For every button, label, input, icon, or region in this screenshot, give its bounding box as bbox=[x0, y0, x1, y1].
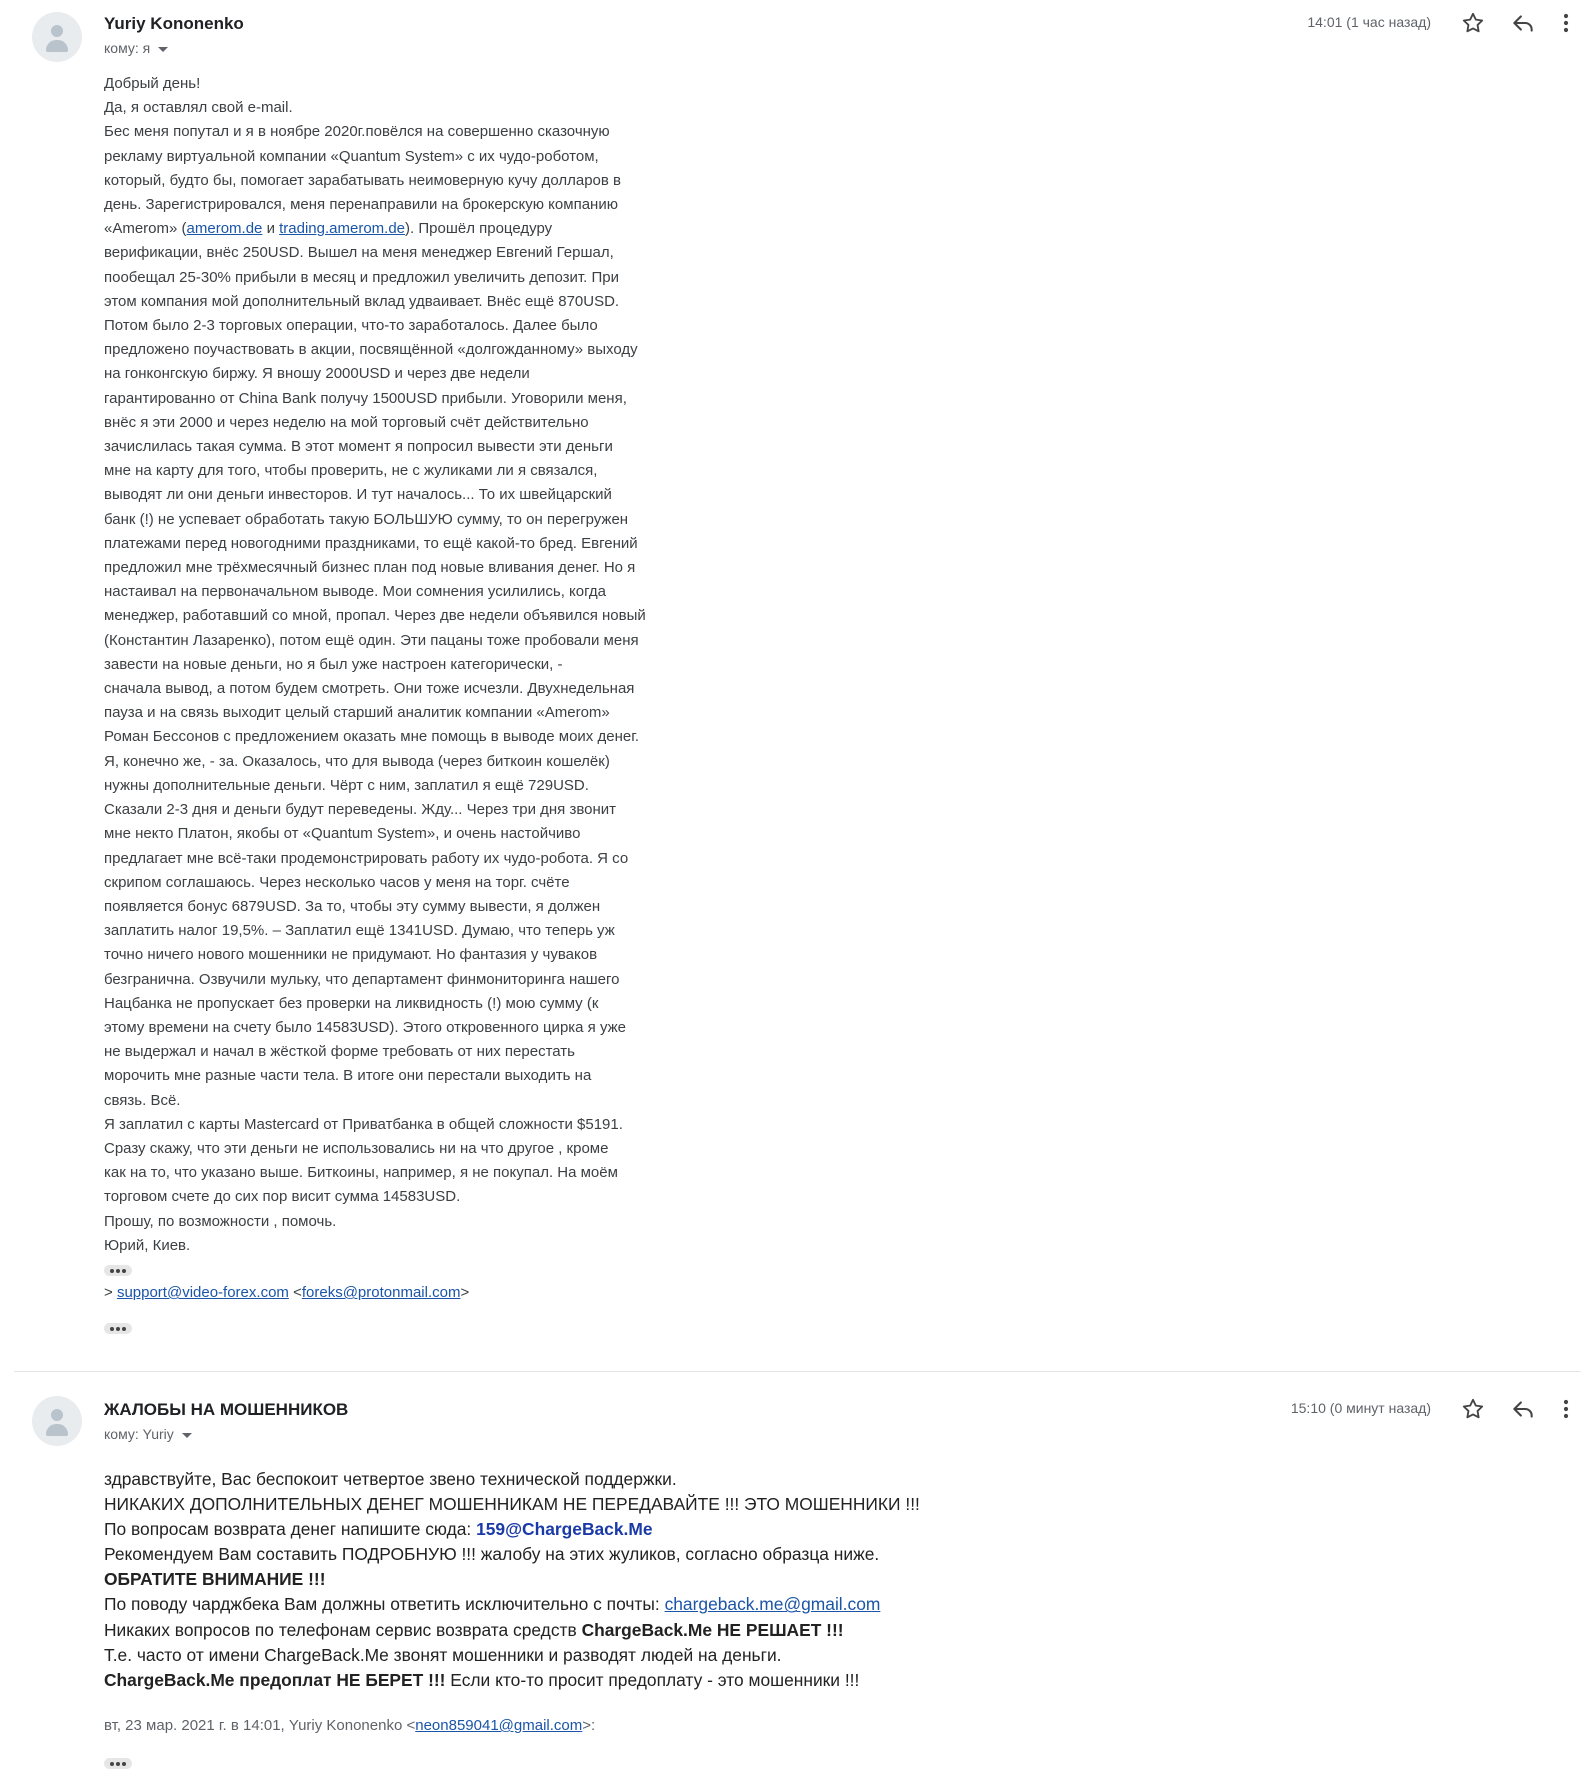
quote-email-support[interactable]: support@video-forex.com bbox=[116, 1284, 289, 1301]
sender-avatar-icon[interactable] bbox=[32, 1396, 82, 1446]
message-timestamp: 15:10 (0 минут назад) bbox=[1290, 1400, 1431, 1416]
body-line-1: здравствуйте, Вас беспокоит четвертое звено технической поддержки. bbox=[104, 1469, 677, 1489]
quote-email-foreks[interactable]: foreks@protonmail.com bbox=[301, 1284, 461, 1301]
gmail-email-link[interactable]: chargeback.me@gmail.com bbox=[664, 1594, 881, 1615]
message-timestamp: 14:01 (1 час назад) bbox=[1307, 14, 1431, 30]
body-line-6: По поводу чарджбека Вам должны ответить исключительно с почты: chargeback.me@gmail.com bbox=[104, 1594, 881, 1615]
body-text-part2: ). Прошёл процедуру верификации, внёс 250USD. Вышел на меня менеджер Евгений Гершал, пообещал 25-30% прибыли в месяц и предложил увеличить депозит. При этом компания мой дополнительный вклад удваивает. Внёс ещё 870USD. Потом было 2-3 торговых операции, что-то заработалось. Далее было предложено поучаствовать в акции, посвящённой «долгожданному» выходу на гонконгскую биржу. Я вношу 2000USD и через две недели гарантированно от China Bank получу 1500USD прибыли. Уговорили меня, внёс я эти 2000 и через неделю на мой торговый счёт действительно зачислилась такая сумма. В этот момент я попросил вывести эти деньги мне на карту для того, чтобы проверить, не с жуликами ли я связался, выводят ли они деньги инвесторов. И тут началось... То их швейцарский банк (!) не успевает обработать такую БОЛЬШУЮ сумму, то он перегружен платежами перед новогодними праздниками, то ещё какой-то бред. Евгений предложил мне трёхмесячный бизнес план под новые вливания денег. Но я настаивал на первоначальном выводе. Мои сомнения усилились, когда менеджер, работавший со мной, пропал. Через две недели объявился новый (Константин Лазаренко), потом ещё один. Эти пацаны тоже пробовали меня завести на новые деньги, но я был уже настроен категорически, - сначала вывод, а потом будем смотреть. Они тоже исчезли. Двухнедельная пауза и на связь выходит целый старший аналитик компании «Amerom» Роман Бессонов с предложением оказать мне помощь в выводе моих денег. Я, конечно же, - за. Оказалось, что для вывода (через биткоин кошелёк) нужны дополнительные деньги. Чёрт с ним, заплатил я ещё 729USD. Сказали 2-3 дня и деньги будут переведены. Жду... Через три дня звонит мне некто Платон, якобы от «Quantum System», и очень настойчиво предлагает мне всё-таки продемонстрировать работу их чудо-робота. Я со скрипом соглашаюсь. Через несколько часов у меня на торг. счёте появляется бонус 6879USD. За то, чтобы эту сумму вывести, я должен заплатить налог 19,5%. – Заплатил ещё 1341USD. Думаю, что теперь уж точно ничего нового мошенники не придумают. Но фантазия у чуваков безгранична. Озвучили мульку, что департамент финмониторинга нашего Нацбанка не пропускает без проверки на ликвидность (!) мою сумму (к этому времени на счету было 14583USD). Этого откровенного цирка я уже не выдержал и начал в жёсткой форме требовать от них перестать морочить мне разные части тела. В итоге они перестали выходить на связь. Всё. Я заплатил с карты Mastercard от Приватбанка в общей сложности $5191. Сразу скажу, что эти деньги не использовались ни на что другое , кроме как на то, что указано выше. Биткоины, например, я не покупал. На моём торговом счете до сих пор висит сумма 14583USD. Прошу, по возможности , помочь. Юрий, Киев. bbox=[104, 220, 646, 1254]
show-trimmed-button[interactable] bbox=[104, 1265, 132, 1276]
body-line-9: ChargeBack.Me предоплат НЕ БЕРЕТ !!! Если кто-то просит предоплату - это мошенники !!! bbox=[104, 1669, 860, 1690]
message-body bbox=[104, 1467, 1204, 1693]
footer-email-link[interactable]: neon859041@gmail.com bbox=[415, 1717, 583, 1734]
body-line-8: Т.е. часто от имени ChargeBack.Me звонят мошенники и разводят людей на деньги. bbox=[104, 1644, 782, 1665]
quoted-reply-header: вт, 23 мар. 2021 г. в 14:01, Yuriy Kononenko <neon859041@gmail.com>: bbox=[104, 1717, 596, 1734]
dropdown-caret-icon[interactable] bbox=[158, 47, 168, 52]
message-body bbox=[104, 72, 724, 1258]
recipient-label: кому: я bbox=[104, 40, 151, 56]
link-amerom[interactable]: amerom.de bbox=[186, 220, 263, 238]
body-line-3: По вопросам возврата денег напишите сюда: 159@ChargeBack.Me bbox=[104, 1519, 653, 1540]
ellipsis-icon bbox=[110, 1327, 114, 1331]
ellipsis-icon bbox=[110, 1269, 114, 1273]
link-separator: и bbox=[262, 220, 280, 238]
sender-name[interactable]: ЖАЛОБЫ НА МОШЕННИКОВ bbox=[104, 1400, 349, 1419]
chargeback-email-link[interactable]: 159@ChargeBack.Me bbox=[476, 1519, 653, 1540]
more-vert-icon[interactable] bbox=[1560, 10, 1572, 36]
recipient-label: кому: Yuriy bbox=[104, 1426, 174, 1442]
more-vert-icon[interactable] bbox=[1560, 1396, 1572, 1422]
quoted-header: > support@video-forex.com <foreks@protonmail.com> bbox=[104, 1284, 470, 1301]
sender-name[interactable]: Yuriy Kononenko bbox=[104, 14, 244, 33]
body-text-part1: Добрый день! Да, я оставлял свой e-mail. Бес меня попутал и я в ноябре 2020г.повёлся на совершенно сказочную рекламу виртуальной компании «Quantum System» с их чудо-роботом, который, будто бы, помогает зарабатывать неимоверную кучу долларов в день. Зарегистрировался, меня перенаправили на брокерскую компанию «Amerom» ( bbox=[104, 75, 621, 238]
show-trimmed-button-2[interactable] bbox=[104, 1323, 132, 1334]
recipient-line bbox=[104, 40, 168, 56]
star-icon[interactable] bbox=[1460, 1396, 1486, 1422]
body-line-5: ОБРАТИТЕ ВНИМАНИЕ !!! bbox=[104, 1569, 326, 1590]
body-line-7: Никаких вопросов по телефонам сервис возврата средств ChargeBack.Me НЕ РЕШАЕТ !!! bbox=[104, 1619, 844, 1640]
recipient-line bbox=[104, 1426, 192, 1442]
show-trimmed-button[interactable] bbox=[104, 1758, 132, 1769]
body-line-2: НИКАКИХ ДОПОЛНИТЕЛЬНЫХ ДЕНЕГ МОШЕННИКАМ НЕ ПЕРЕДАВАЙТЕ !!! ЭТО МОШЕННИКИ !!! bbox=[104, 1494, 920, 1515]
reply-icon[interactable] bbox=[1510, 1396, 1536, 1422]
reply-icon[interactable] bbox=[1510, 10, 1536, 36]
sender-avatar-icon[interactable] bbox=[32, 12, 82, 62]
email-message-2 bbox=[0, 1372, 1591, 1788]
star-icon[interactable] bbox=[1460, 10, 1486, 36]
body-line-4: Рекомендуем Вам составить ПОДРОБНУЮ !!! жалобу на этих жуликов, согласно образца ниже. bbox=[104, 1544, 880, 1565]
dropdown-caret-icon[interactable] bbox=[182, 1433, 192, 1438]
link-trading-amerom[interactable]: trading.amerom.de bbox=[279, 220, 406, 238]
ellipsis-icon bbox=[110, 1762, 114, 1766]
